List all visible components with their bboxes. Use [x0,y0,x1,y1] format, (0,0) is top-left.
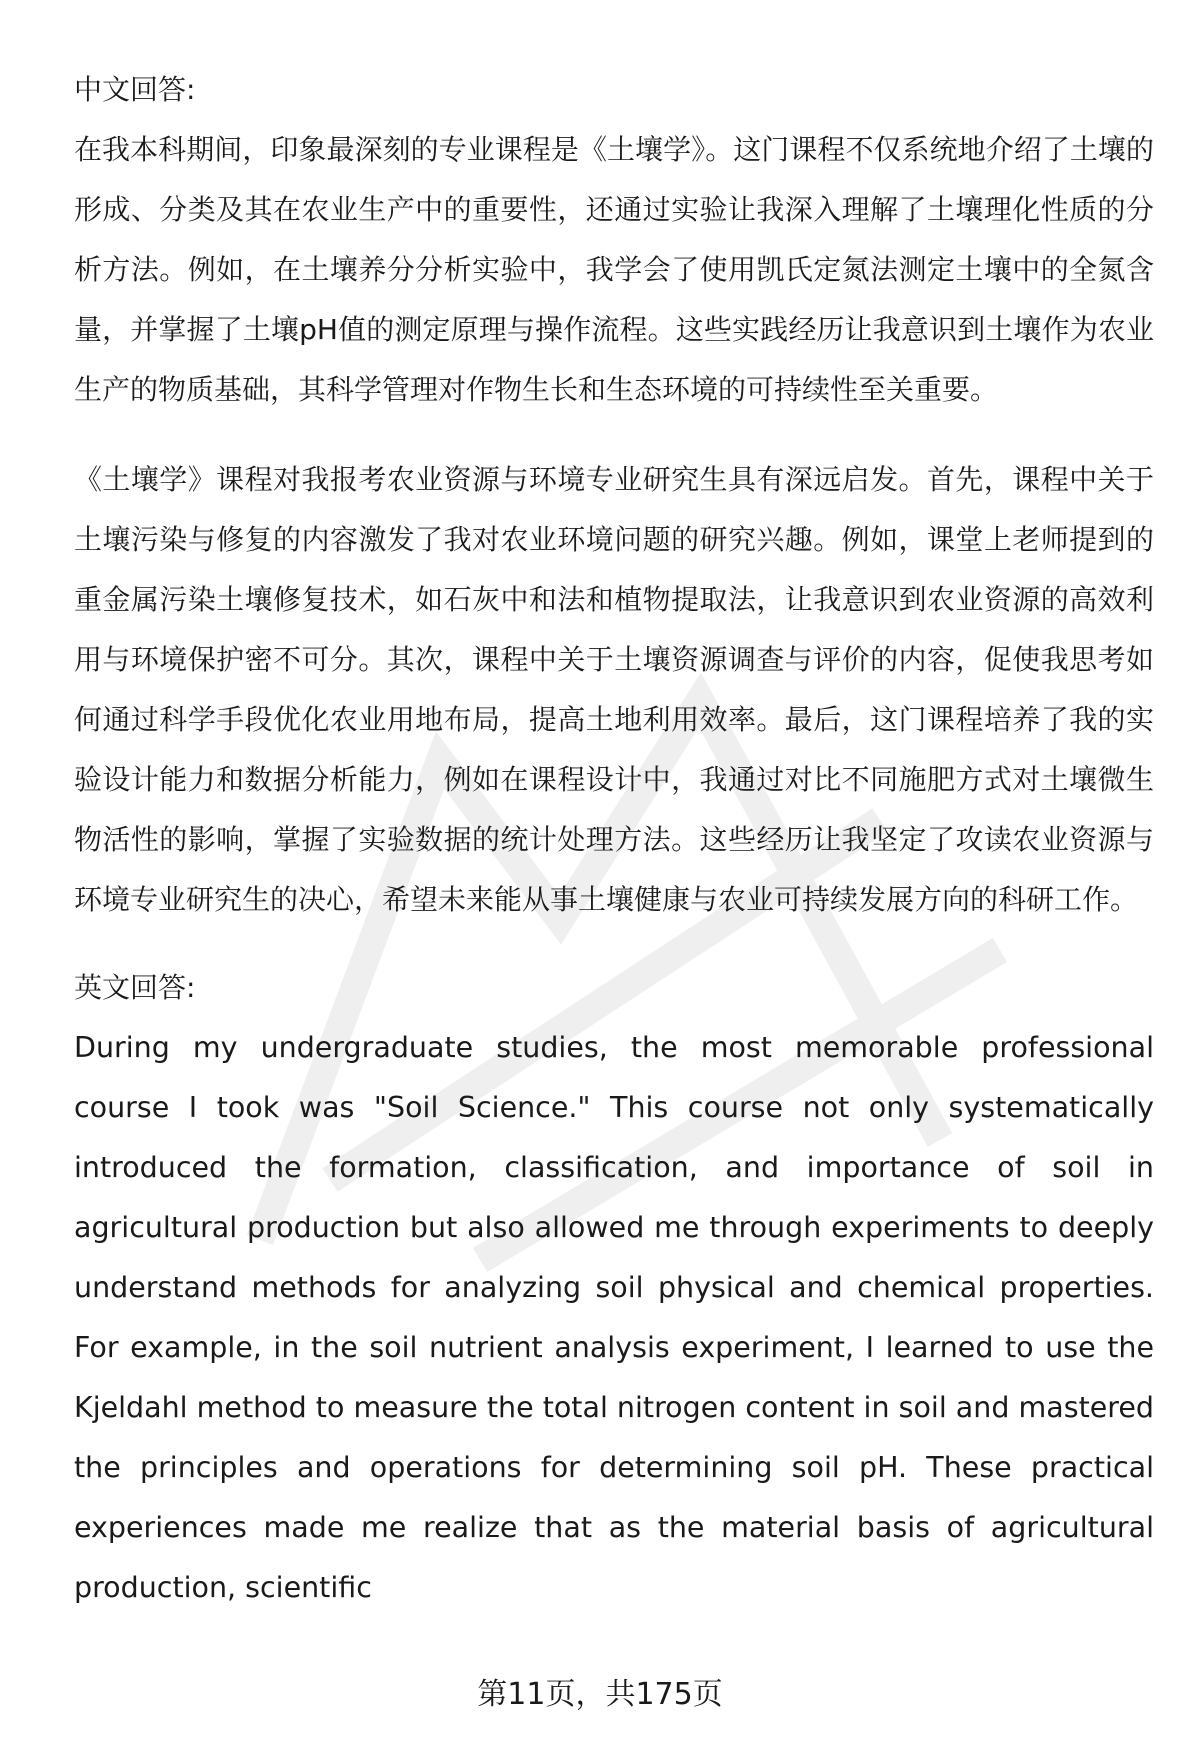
chinese-answer-paragraph-2: 《土壤学》课程对我报考农业资源与环境专业研究生具有深远启发。首先，课程中关于土壤污染与修复的内容激发了我对农业环境问题的研究兴趣。例如，课堂上老师提到的重金属污染土壤修复技术，如石灰中和法和植物提取法，让我意识到农业资源的高效利用与环境保护密不可分。其次，课程中关于土壤资源调查与评价的内容，促使我思考如何通过科学手段优化农业用地布局，提高土地利用效率。最后，这门课程培养了我的实验设计能力和数据分析能力，例如在课程设计中，我通过对比不同施肥方式对土壤微生物活性的影响，掌握了实验数据的统计处理方法。这些经历让我坚定了攻读农业资源与环境专业研究生的决心，希望未来能从事土壤健康与农业可持续发展方向的科研工作。 [74,463,1154,916]
chinese-answer-paragraph-1: 在我本科期间，印象最深刻的专业课程是《土壤学》。这门课程不仅系统地介绍了土壤的形成、分类及其在农业生产中的重要性，还通过实验让我深入理解了土壤理化性质的分析方法。例如，在土壤养分分析实验中，我学会了使用凯氏定氮法测定土壤中的全氮含量，并掌握了土壤pH值的测定原理与操作流程。这些实践经历让我意识到土壤作为农业生产的物质基础，其科学管理对作物生长和生态环境的可持续性至关重要。 [74,133,1154,406]
paragraph-spacer [74,930,1154,958]
chinese-answer-heading: 中文回答: [74,73,196,106]
paragraph-spacer [74,420,1154,450]
english-answer-paragraph-1: During my undergraduate studies, the most memorable professional course I took was "Soil Science." This course not only systematically introduced the formation, classification, and importance of soil in agricultural production but also allowed me through experiments to deeply understand methods for analyzing soil physical and chemical properties. For example, in the soil nutrient analysis experiment, I learned to use the Kjeldahl method to measure the total nitrogen content in soil and mastered the principles and operations for determining soil pH. These practical experiences made me realize that as the material basis of agricultural production, scientific [74,1031,1154,1604]
english-answer-heading: 英文回答: [74,971,196,1004]
document-page [74,60,1154,1618]
page-number-footer: 第11页，共175页 [477,1677,723,1712]
